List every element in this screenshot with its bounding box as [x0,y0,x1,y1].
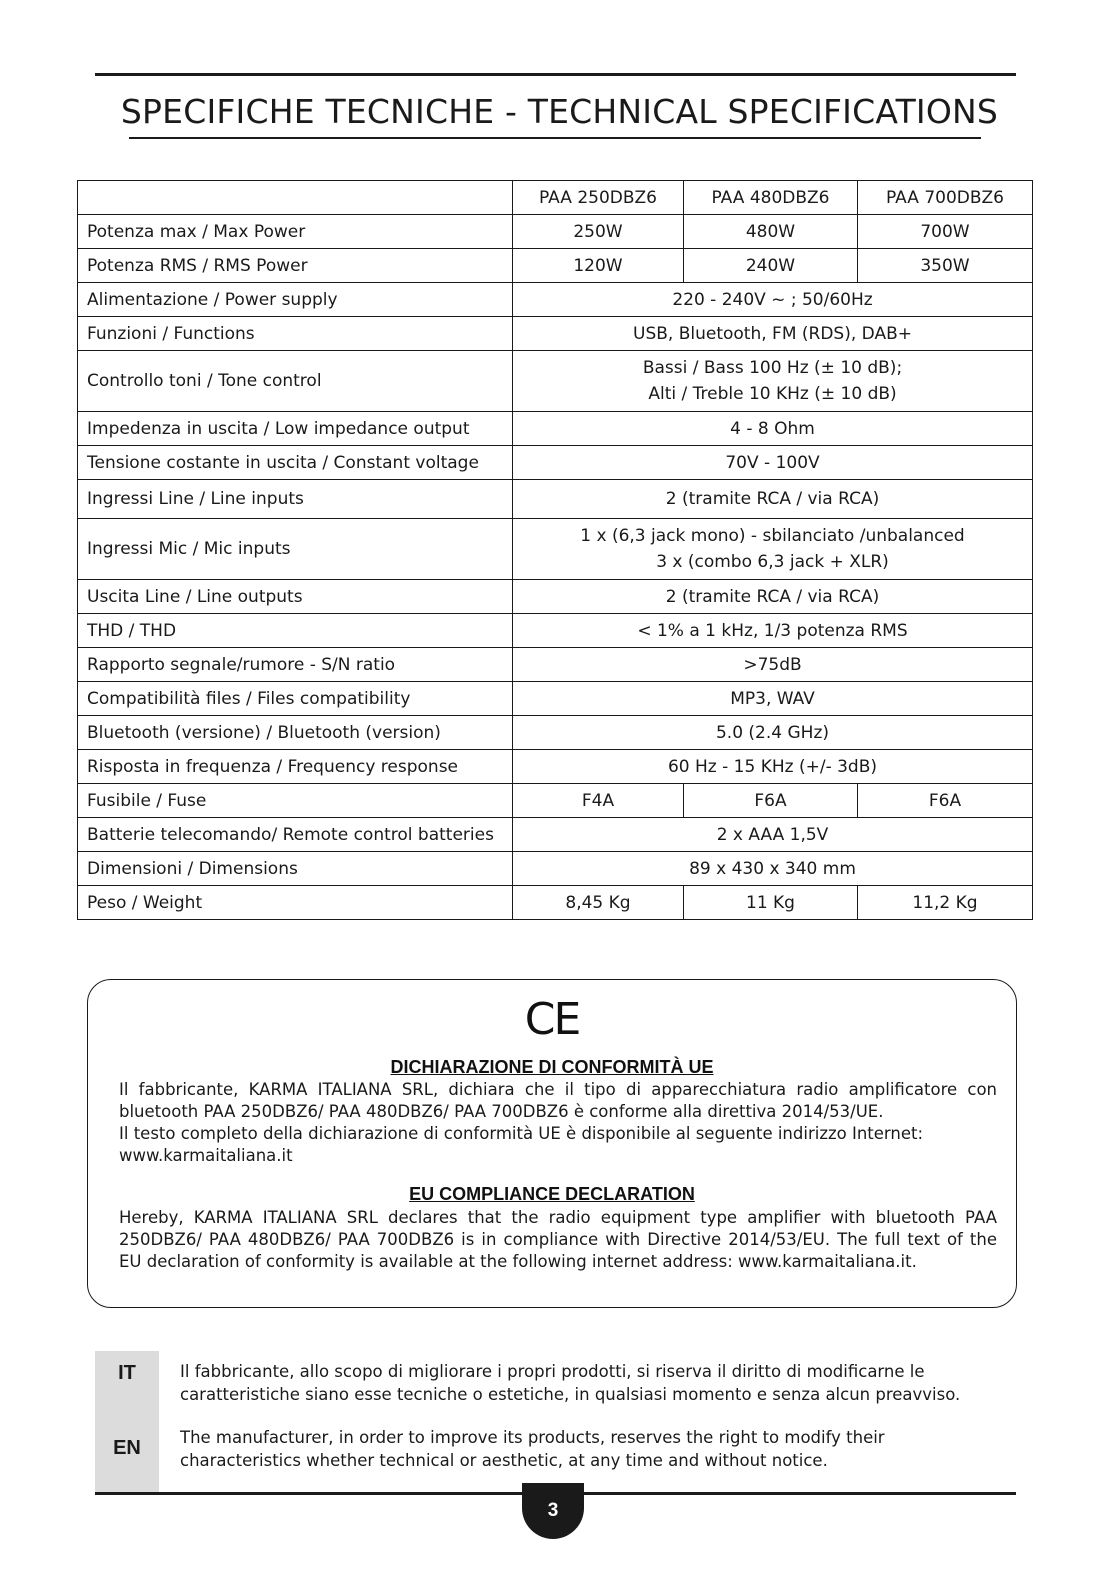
cell-value: 4 - 8 Ohm [513,412,1033,446]
table-row [78,480,1033,519]
cell-value: MP3, WAV [513,682,1033,716]
title-underline [129,137,981,139]
row-label: Dimensioni / Dimensions [78,852,513,886]
table-row [78,580,1033,614]
cell-value: 60 Hz - 15 KHz (+/- 3dB) [513,750,1033,784]
table-row [78,351,1033,412]
row-label: Rapporto segnale/rumore - S/N ratio [78,648,513,682]
model-header: PAA 480DBZ6 [684,181,858,215]
cell-value: 480W [684,215,858,249]
cell-value: F6A [858,784,1033,818]
language-code-it: IT [118,1362,136,1384]
table-row [78,682,1033,716]
row-label: Ingressi Mic / Mic inputs [78,519,513,580]
row-label: Potenza RMS / RMS Power [78,249,513,283]
table-row [78,648,1033,682]
cell-value: 2 x AAA 1,5V [513,818,1033,852]
row-label: Tensione costante in uscita / Constant voltage [78,446,513,480]
note-it: Il fabbricante, allo scopo di migliorare i propri prodotti, si riserva il diritto di modificarne le caratteristiche siano esse tecniche o estetiche, in qualsiasi momento e senza alcun preavviso. [180,1362,961,1404]
cell-value: 350W [858,249,1033,283]
row-label: Batterie telecomando/ Remote control batteries [78,818,513,852]
table-row [78,818,1033,852]
table-row [78,317,1033,351]
cell-line: Bassi / Bass 100 Hz (± 10 dB); [642,358,903,378]
cell-line: 3 x (combo 6,3 jack + XLR) [656,552,889,572]
row-label: Fusibile / Fuse [78,784,513,818]
row-label: Risposta in frequenza / Frequency response [78,750,513,784]
table-row [78,519,1033,580]
cell-value: 120W [513,249,684,283]
table-row [78,784,1033,818]
cell-value: 700W [858,215,1033,249]
cell-value: F4A [513,784,684,818]
cell-value: 5.0 (2.4 GHz) [513,716,1033,750]
it-declaration-text: Il fabbricante, KARMA ITALIANA SRL, dichiara che il tipo di apparecchiatura radio amplificatore con bluetooth PAA 250DBZ6/ PAA 480DBZ6/ PAA 700DBZ6 è conforme alla direttiva 2014/53/UE. [119,1080,997,1121]
table-row [78,446,1033,480]
table-row [78,716,1033,750]
row-label: THD / THD [78,614,513,648]
compliance-box [87,979,1017,1308]
cell-line: Alti / Treble 10 KHz (± 10 dB) [648,384,897,404]
model-header: PAA 700DBZ6 [858,181,1033,215]
table-row [78,412,1033,446]
header-empty-cell [78,181,513,215]
cell-line: 1 x (6,3 jack mono) - sbilanciato /unbalanced [580,526,965,546]
page-title: SPECIFICHE TECNICHE - TECHNICAL SPECIFICATIONS [120,92,999,131]
row-label: Uscita Line / Line outputs [78,580,513,614]
it-declaration-text-2: Il testo completo della dichiarazione di conformità UE è disponibile al seguente indirizzo Internet: [119,1124,924,1143]
table-row [78,852,1033,886]
language-code-en: EN [113,1437,141,1459]
table-row [78,249,1033,283]
specifications-table [77,180,1033,920]
it-declaration-heading: DICHIARAZIONE DI CONFORMITÀ UE [390,1057,714,1077]
cell-value: 89 x 430 x 340 mm [513,852,1033,886]
model-header: PAA 250DBZ6 [513,181,684,215]
row-label: Bluetooth (versione) / Bluetooth (version) [78,716,513,750]
row-label: Alimentazione / Power supply [78,283,513,317]
cell-value: < 1% a 1 kHz, 1/3 potenza RMS [513,614,1033,648]
cell-value: 240W [684,249,858,283]
it-declaration-url: www.karmaitaliana.it [119,1146,293,1165]
row-label: Ingressi Line / Line inputs [78,480,513,519]
cell-value: 2 (tramite RCA / via RCA) [513,480,1033,519]
table-row [78,215,1033,249]
cell-value: F6A [684,784,858,818]
cell-value: 2 (tramite RCA / via RCA) [513,580,1033,614]
table-row [78,886,1033,920]
cell-value: 11,2 Kg [858,886,1033,920]
row-label: Impedenza in uscita / Low impedance output [78,412,513,446]
row-label: Peso / Weight [78,886,513,920]
ce-mark-logo: CE [524,994,580,1045]
table-header-row [78,181,1033,215]
en-declaration-text: Hereby, KARMA ITALIANA SRL declares that the radio equipment type amplifier with bluetooth PAA 250DBZ6/ PAA 480DBZ6/ PAA 700DBZ6 is in compliance with Directive 2014/53/EU. The full text of the EU declaration of conformity is available at the following internet address: www.karmaitaliana.it. [119,1208,997,1271]
note-en: The manufacturer, in order to improve its products, reserves the right to modify their characteristics whether technical or aesthetic, at any time and without notice. [180,1428,885,1470]
table-row [78,283,1033,317]
cell-value: 8,45 Kg [513,886,684,920]
cell-value [513,351,1033,412]
table-row [78,750,1033,784]
cell-value: 11 Kg [684,886,858,920]
cell-value: >75dB [513,648,1033,682]
top-rule [95,73,1016,76]
cell-value: 70V - 100V [513,446,1033,480]
row-label: Potenza max / Max Power [78,215,513,249]
cell-value: 250W [513,215,684,249]
row-label: Compatibilità files / Files compatibility [78,682,513,716]
cell-value: 220 - 240V ~ ; 50/60Hz [513,283,1033,317]
row-label: Controllo toni / Tone control [78,351,513,412]
cell-value: USB, Bluetooth, FM (RDS), DAB+ [513,317,1033,351]
table-row [78,614,1033,648]
en-declaration-heading: EU COMPLIANCE DECLARATION [409,1184,695,1204]
page-number: 3 [547,1500,559,1521]
cell-value [513,519,1033,580]
row-label: Funzioni / Functions [78,317,513,351]
